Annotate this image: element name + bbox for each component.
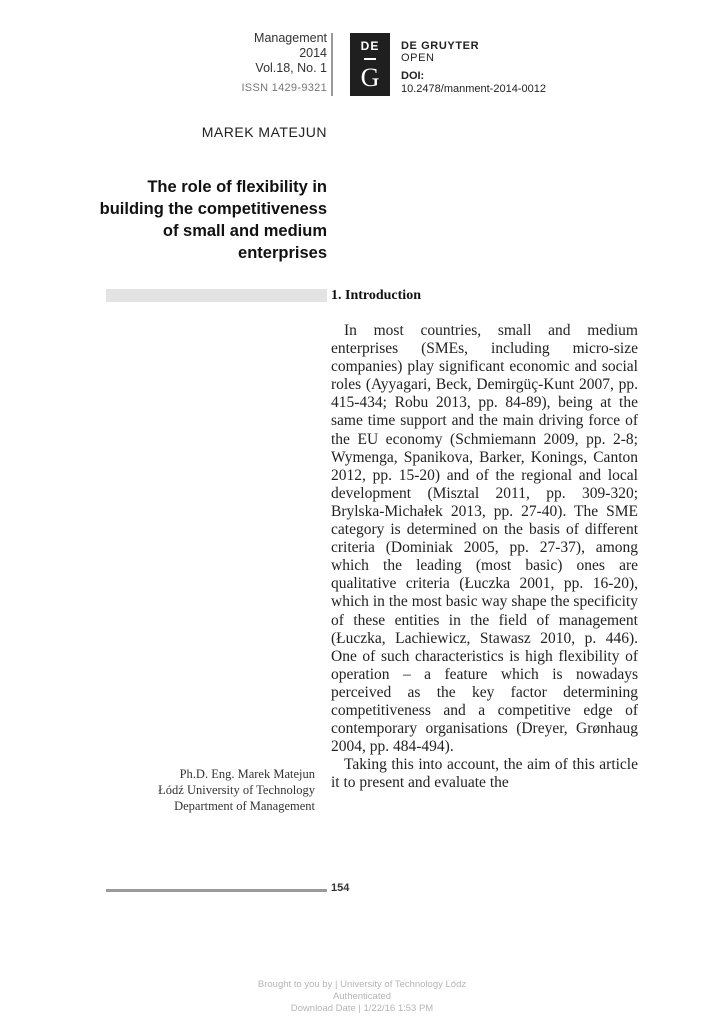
author-affiliation [158, 766, 315, 814]
logo-g-text: G [360, 63, 380, 92]
download-line: Authenticated [332, 991, 392, 1002]
affiliation-line: Ph.D. Eng. Marek Matejun [179, 767, 315, 781]
affiliation-line: Łódź University of Technology [158, 783, 315, 797]
download-watermark [0, 979, 724, 1015]
download-line: Brought to you by | University of Technology Lódz [257, 979, 467, 990]
publisher-sub: OPEN [401, 52, 435, 64]
paragraph: Taking this into account, the aim of this article it to present and evaluate the [331, 756, 638, 792]
doi-link[interactable]: 10.2478/manment-2014-0012 [401, 83, 546, 95]
author-name: MAREK MATEJUN [201, 124, 327, 140]
logo-dash [364, 58, 376, 60]
journal-year: 2014 [299, 46, 327, 60]
doi-label: DOI: [401, 70, 425, 82]
section-bar [106, 289, 327, 302]
header-divider [331, 33, 333, 96]
body-text [331, 322, 638, 792]
journal-name: Management [254, 31, 327, 45]
footer-rule [106, 889, 327, 892]
journal-volume: Vol.18, No. 1 [255, 61, 327, 75]
article-title: The role of flexibility in building the competitiveness of small and medium enterprises [99, 178, 327, 262]
issn: ISSN 1429-9321 [241, 82, 327, 94]
paragraph: In most countries, small and medium enterprises (SMEs, including micro-size companies) play significant economic and social roles (Ayyagari, Beck, Demirgüç-Kunt 2007, pp. 415-434; Robu 2013, pp. 84-89), being at the same time support and the main driving force of the EU economy (Schmiemann 2009, pp. 2-8; Wymenga, Spanikova, Barker, Konings, Canton 2012, pp. 15-20) and of the regional and local development (Misztal 2011, pp. 309-320; Brylska-Michałek 2013, pp. 27-40). The SME category is determined on the basis of different criteria (Dominiak 2005, pp. 27-37), among which the leading (most basic) ones are qualitative criteria (Łuczka 2001, pp. 16-20), which in the most basic way shape the specificity of these entities in the field of management (Łuczka, Lachiewicz, Stawasz 2010, p. 446). One of such characteristics is high flexibility of operation – a feature which is nowadays perceived as the key factor determining competitiveness and a competitive edge of contemporary organisations (Dreyer, Grønhaug 2004, pp. 484-494). [331, 322, 638, 756]
logo-de-text: DE [360, 39, 380, 53]
publisher-name: DE GRUYTER [401, 40, 480, 52]
affiliation-line: Department of Management [174, 799, 315, 813]
section-heading: 1. Introduction [331, 288, 421, 303]
page-number: 154 [331, 882, 350, 894]
de-gruyter-logo [350, 33, 390, 96]
download-line: Download Date | 1/22/16 1:53 PM [290, 1003, 434, 1014]
journal-info [254, 31, 327, 76]
